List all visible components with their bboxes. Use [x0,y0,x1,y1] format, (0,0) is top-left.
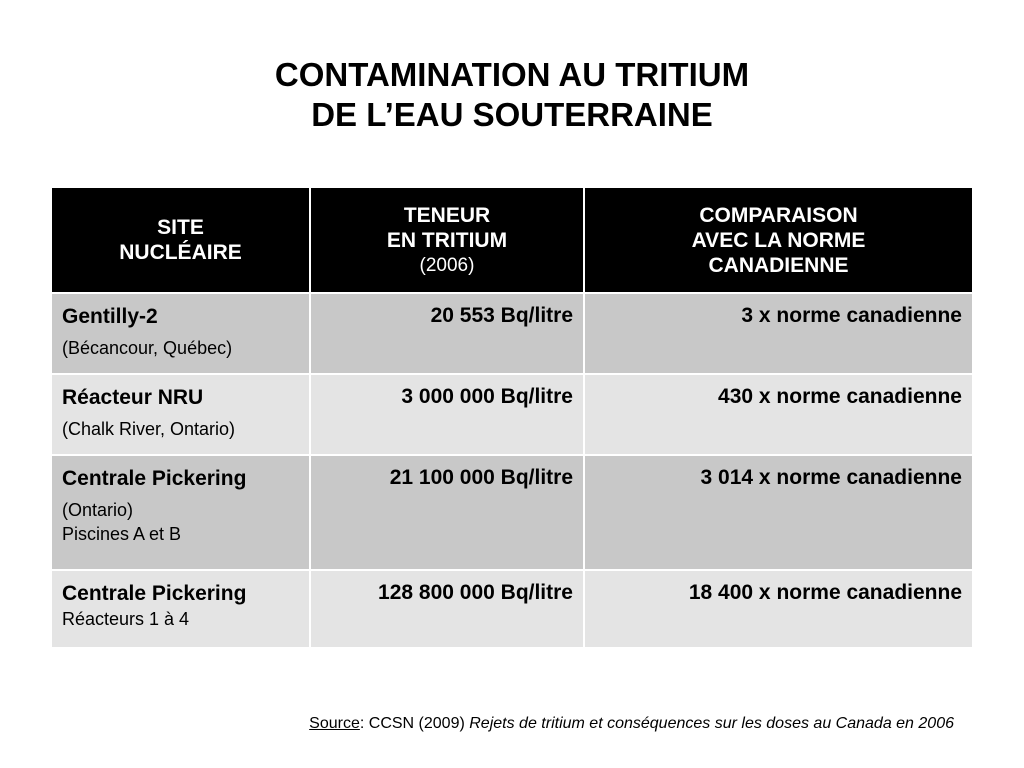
table-row [52,570,972,647]
header-comparaison-line3: CANADIENNE [708,253,849,277]
source-citation [309,714,954,734]
site-name: Réacteur NRU [62,386,204,409]
header-site [52,188,310,293]
teneur-cell: 3 000 000 Bq/litre [310,374,584,455]
title-line-1: CONTAMINATION AU TRITIUM [274,56,750,93]
page-title [0,55,1024,135]
teneur-cell: 20 553 Bq/litre [310,293,584,374]
comparaison-cell: 3 x norme canadienne [584,293,972,374]
header-teneur-line1: TENEUR [403,203,491,227]
table-row [52,293,972,374]
header-teneur-year: (2006) [419,254,475,276]
header-teneur-line2: EN TRITIUM [386,228,508,252]
site-location: Réacteurs 1 à 4 [62,609,190,629]
comparaison-cell: 430 x norme canadienne [584,374,972,455]
site-location: (Ontario) [62,500,134,520]
title-line-2: DE L’EAU SOUTERRAINE [311,96,713,133]
teneur-cell: 128 800 000 Bq/litre [310,570,584,647]
header-site-line1: SITE [157,216,204,239]
site-cell [52,293,310,374]
site-name: Centrale Pickering [62,582,247,605]
site-detail: Piscines A et B [62,524,182,544]
site-location: (Chalk River, Ontario) [62,419,236,439]
table-row [52,374,972,455]
site-cell [52,374,310,455]
tritium-table [52,188,972,647]
comparaison-cell: 3 014 x norme canadienne [584,455,972,570]
header-site-line2: NUCLÉAIRE [119,241,242,264]
site-cell [52,570,310,647]
source-separator: : CCSN (2009) [359,715,470,732]
table-header-row [52,188,972,293]
header-comparaison [584,188,972,293]
source-label: Source [309,715,360,732]
table-row [52,455,972,570]
site-name: Centrale Pickering [62,467,247,490]
header-teneur [310,188,584,293]
site-name: Gentilly-2 [62,305,158,328]
header-comparaison-line1: COMPARAISON [699,203,858,227]
header-comparaison-line2: AVEC LA NORME [691,228,866,252]
site-cell [52,455,310,570]
teneur-cell: 21 100 000 Bq/litre [310,455,584,570]
source-reference: Rejets de tritium et conséquences sur les doses au Canada en 2006 [469,715,954,732]
comparaison-cell: 18 400 x norme canadienne [584,570,972,647]
site-location: (Bécancour, Québec) [62,338,233,358]
